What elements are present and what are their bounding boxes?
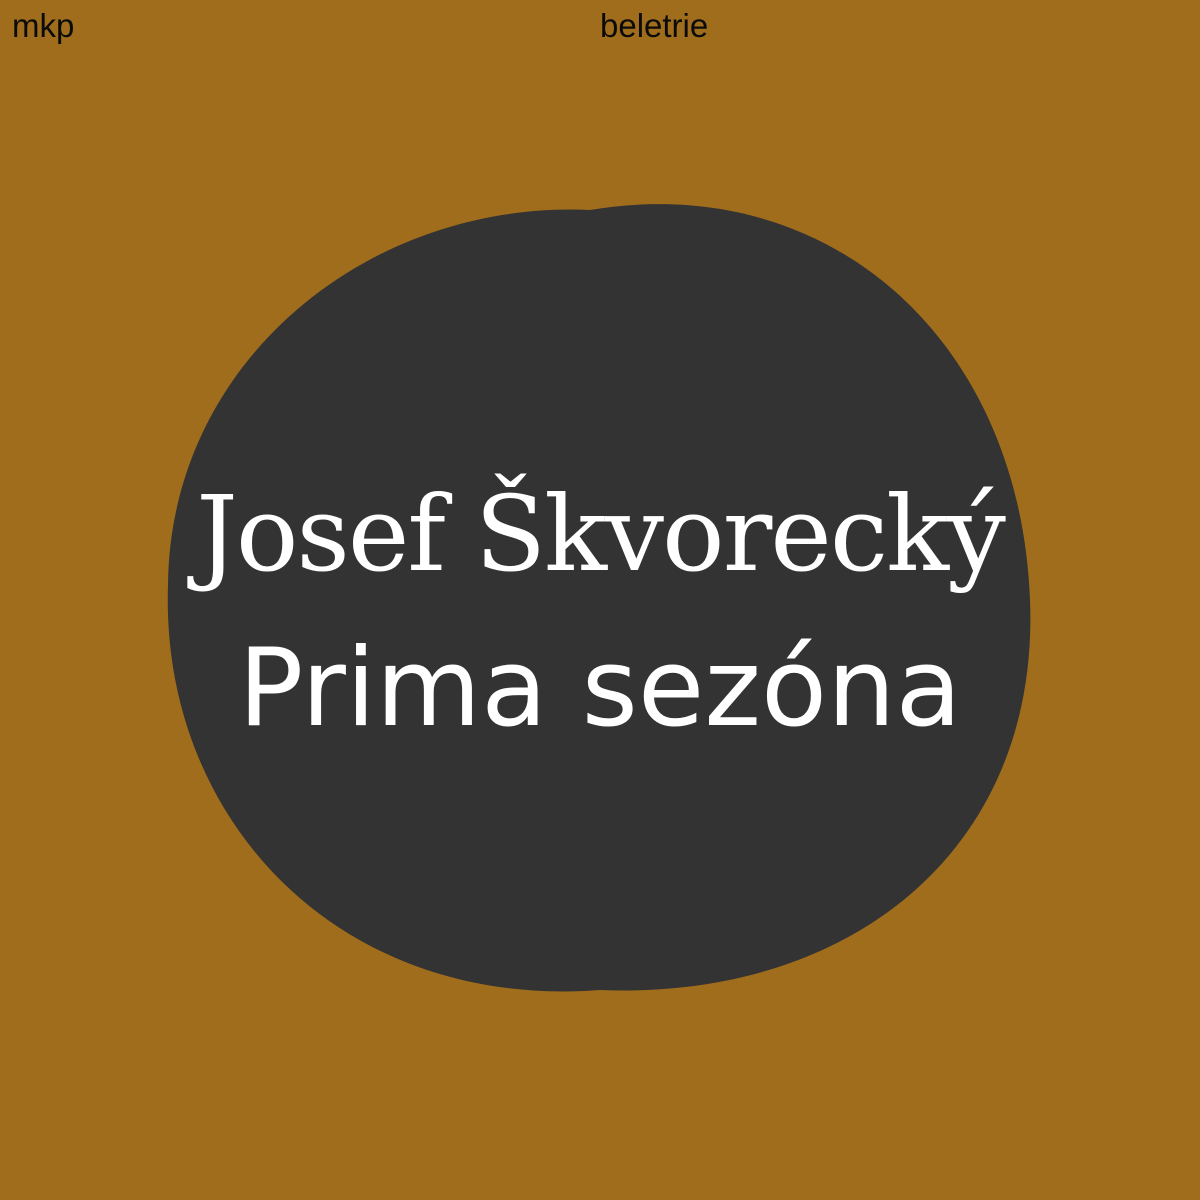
dark-blob-shape xyxy=(168,204,1031,991)
category-label: beletrie xyxy=(600,7,709,44)
author-name: Josef Škvorecký xyxy=(196,473,1004,595)
publisher-label: mkp xyxy=(12,7,75,44)
book-title: Prima sezóna xyxy=(238,626,962,751)
